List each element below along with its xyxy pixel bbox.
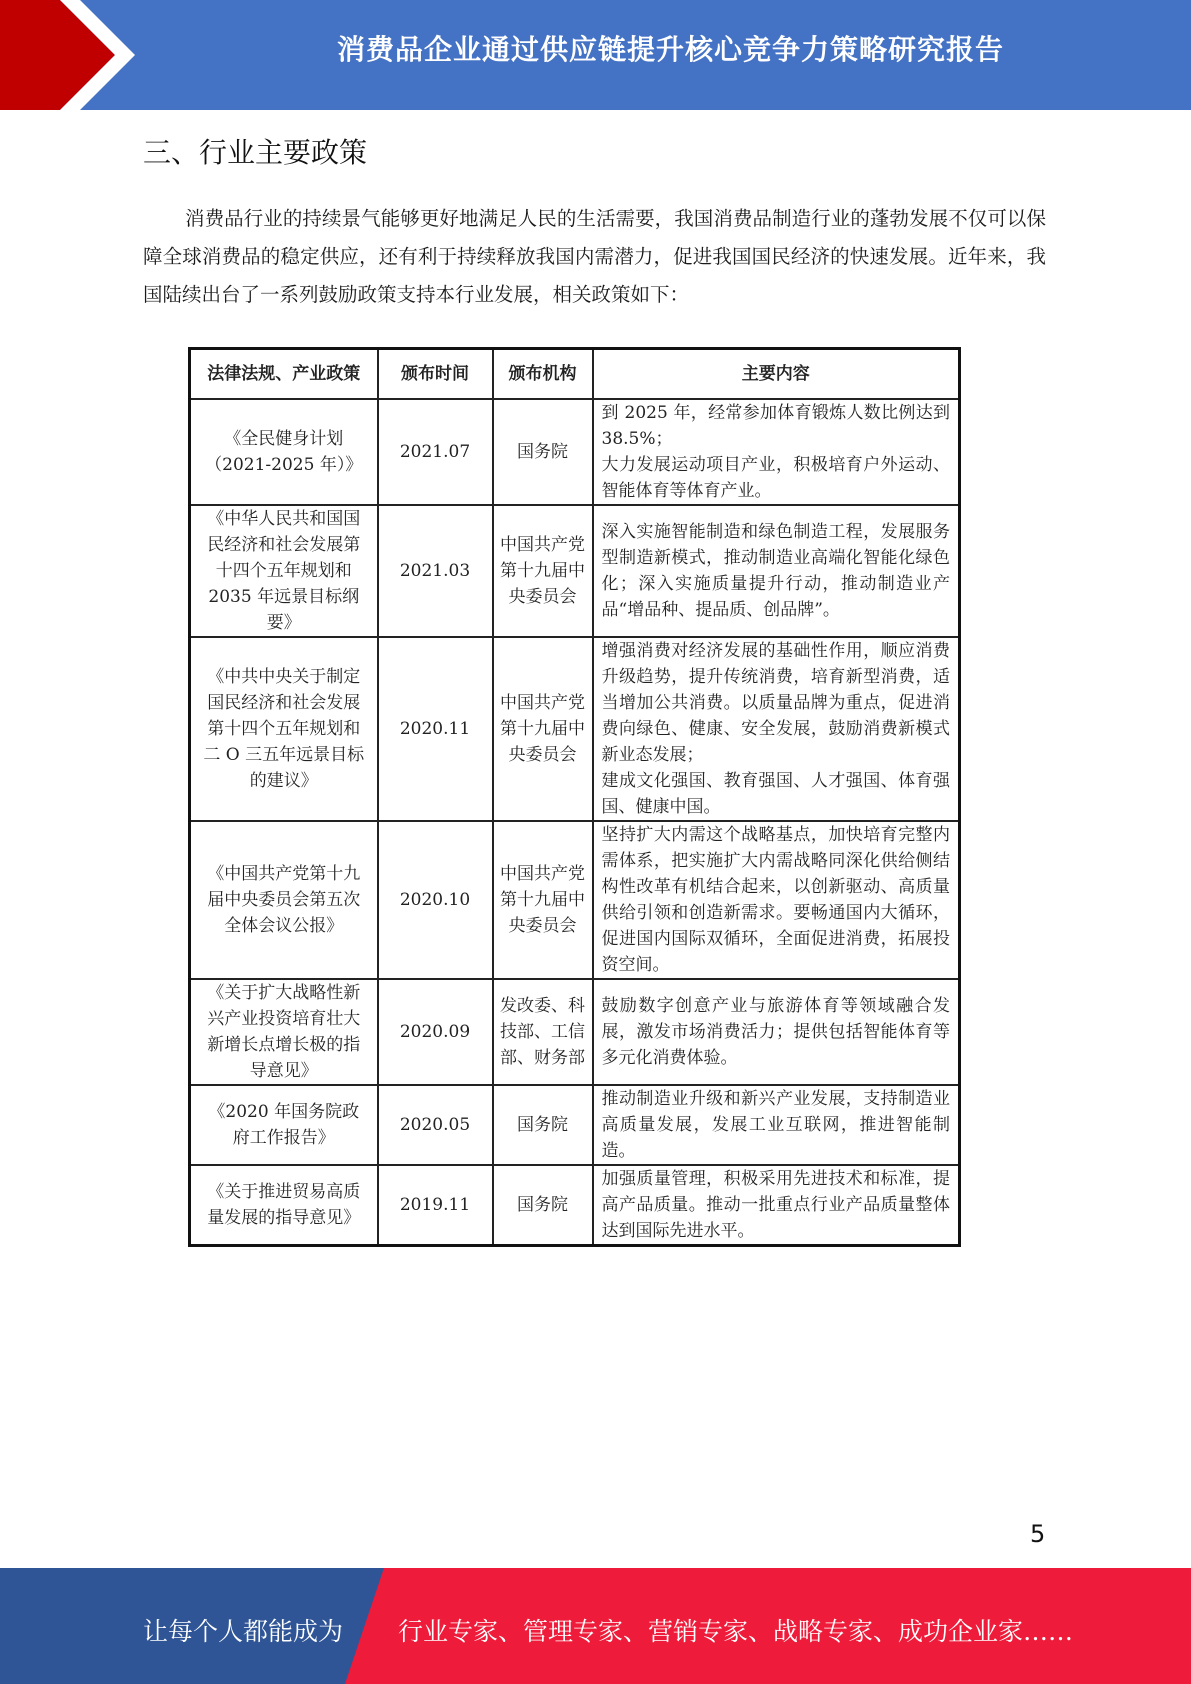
org-cell: 中国共产党第十九届中央委员会 bbox=[493, 637, 593, 821]
red-arrow-chevron-decoration bbox=[0, 0, 160, 110]
org-cell: 中国共产党第十九届中央委员会 bbox=[493, 821, 593, 979]
report-title: 消费品企业通过供应链提升核心竞争力策略研究报告 bbox=[336, 33, 1004, 66]
content-line: 鼓励数字创意产业与旅游体育等领域融合发展，激发市场消费活力；提供包括智能体育等多元化消费体验。 bbox=[601, 996, 950, 1068]
content-cell bbox=[593, 1165, 960, 1246]
table-header-row bbox=[190, 349, 960, 400]
content-cell bbox=[593, 979, 960, 1085]
date-cell: 2020.11 bbox=[378, 637, 493, 821]
table-row bbox=[190, 1165, 960, 1246]
date-cell: 2020.09 bbox=[378, 979, 493, 1085]
date-cell: 2019.11 bbox=[378, 1165, 493, 1246]
report-footer-band bbox=[0, 1568, 1191, 1684]
column-header-date: 颁布时间 bbox=[378, 349, 493, 400]
org-cell: 国务院 bbox=[493, 1085, 593, 1165]
org-cell: 国务院 bbox=[493, 399, 593, 505]
footer-slogan-roles: 行业专家、管理专家、营销专家、战略专家、成功企业家…… bbox=[398, 1617, 1074, 1646]
org-cell: 国务院 bbox=[493, 1165, 593, 1246]
law-cell: 《关于推进贸易高质量发展的指导意见》 bbox=[190, 1165, 378, 1246]
content-line: 推动制造业升级和新兴产业发展，支持制造业高质量发展，发展工业互联网，推进智能制造。 bbox=[601, 1089, 950, 1161]
table-row bbox=[190, 505, 960, 637]
table-row bbox=[190, 979, 960, 1085]
date-cell: 2021.03 bbox=[378, 505, 493, 637]
content-line: 加强质量管理，积极采用先进技术和标准，提高产品质量。推动一批重点行业产品质量整体达到国际先进水平。 bbox=[601, 1169, 950, 1241]
intro-paragraph: 消费品行业的持续景气能够更好地满足人民的生活需要，我国消费品制造行业的蓬勃发展不仅可以保障全球消费品的稳定供应，还有利于持续释放我国内需潜力，促进我国国民经济的快速发展。近年来，我国陆续出台了一系列鼓励政策支持本行业发展，相关政策如下： bbox=[143, 207, 1046, 306]
law-cell: 《中共中央关于制定国民经济和社会发展第十四个五年规划和二 O 三五年远景目标的建议》 bbox=[190, 637, 378, 821]
section-heading: 三、行业主要政策 bbox=[143, 136, 368, 169]
content-line: 增强消费对经济发展的基础性作用，顺应消费升级趋势，提升传统消费，培育新型消费，适当增加公共消费。以质量品牌为重点，促进消费向绿色、健康、安全发展，鼓励消费新模式新业态发展； bbox=[601, 641, 950, 765]
page-number: 5 bbox=[1030, 1520, 1046, 1548]
content-line: 建成文化强国、教育强国、人才强国、体育强国、健康中国。 bbox=[601, 771, 950, 817]
org-cell: 中国共产党第十九届中央委员会 bbox=[493, 505, 593, 637]
content-line: 到 2025 年，经常参加体育锻炼人数比例达到 38.5%； bbox=[601, 403, 950, 449]
law-cell: 《中华人民共和国国民经济和社会发展第十四个五年规划和 2035 年远景目标纲要》 bbox=[190, 505, 378, 637]
content-cell bbox=[593, 637, 960, 821]
table-row bbox=[190, 1085, 960, 1165]
column-header-law: 法律法规、产业政策 bbox=[190, 349, 378, 400]
date-cell: 2021.07 bbox=[378, 399, 493, 505]
content-cell bbox=[593, 821, 960, 979]
table-row bbox=[190, 637, 960, 821]
law-cell: 《全民健身计划（2021-2025 年）》 bbox=[190, 399, 378, 505]
report-header-band bbox=[0, 0, 1191, 110]
content-cell bbox=[593, 505, 960, 637]
org-cell: 发改委、科技部、工信部、财务部 bbox=[493, 979, 593, 1085]
content-line: 大力发展运动项目产业，积极培育户外运动、智能体育等体育产业。 bbox=[601, 455, 950, 501]
date-cell: 2020.10 bbox=[378, 821, 493, 979]
content-cell bbox=[593, 399, 960, 505]
column-header-org: 颁布机构 bbox=[493, 349, 593, 400]
table-row bbox=[190, 821, 960, 979]
content-cell bbox=[593, 1085, 960, 1165]
date-cell: 2020.05 bbox=[378, 1085, 493, 1165]
law-cell: 《关于扩大战略性新兴产业投资培育壮大新增长点增长极的指导意见》 bbox=[190, 979, 378, 1085]
content-line: 深入实施智能制造和绿色制造工程，发展服务型制造新模式，推动制造业高端化智能化绿色化；深入实施质量提升行动，推动制造业产品“增品种、提品质、创品牌”。 bbox=[601, 522, 950, 620]
law-cell: 《2020 年国务院政府工作报告》 bbox=[190, 1085, 378, 1165]
column-header-content: 主要内容 bbox=[593, 349, 960, 400]
footer-slogan-lead: 让每个人都能成为 bbox=[143, 1617, 344, 1646]
content-line: 坚持扩大内需这个战略基点，加快培育完整内需体系，把实施扩大内需战略同深化供给侧结构性改革有机结合起来，以创新驱动、高质量供给引领和创造新需求。要畅通国内大循环，促进国内国际双循环，全面促进消费，拓展投资空间。 bbox=[601, 825, 950, 975]
law-cell: 《中国共产党第十九届中央委员会第五次全体会议公报》 bbox=[190, 821, 378, 979]
table-row bbox=[190, 399, 960, 505]
policy-table bbox=[188, 347, 961, 1247]
